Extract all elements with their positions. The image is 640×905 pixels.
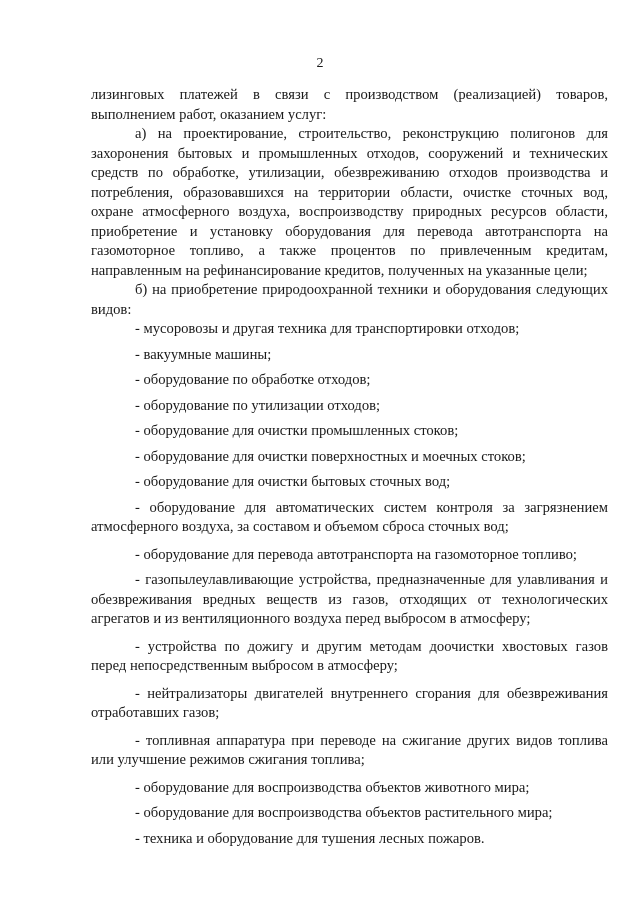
list-item: - топливная аппаратура при переводе на сжигание других видов топлива или улучшение режимов сжигания топлива; (91, 732, 608, 768)
list-item: - оборудование для воспроизводства объектов животного мира; (135, 779, 530, 796)
section-a-paragraph: а) на проектирование, строительство, реконструкцию полигонов для захоронения бытовых и промышленных отходов, сооружений и технических средств по обработке, утилизации, обезвреживанию отходов производства и потребления, образовавшихся на территории области, очистке сточных вод, охране атмосферного воздуха, воспроизводству природных ресурсов области, приобретение и установку оборудования для перевода автотранспорта на газомоторное топливо, а также процентов по привлеченным кредитам, направленным на рефинансирование кредитов, полученных на указанные цели; (91, 126, 608, 279)
list-item: - нейтрализаторы двигателей внутреннего сгорания для обезвреживания отработавших газов; (91, 685, 608, 721)
list-item: - оборудование по обработке отходов; (135, 372, 371, 388)
list-item: - оборудование по утилизации отходов; (135, 397, 381, 414)
document-body (91, 86, 608, 855)
list-item: - мусоровозы и другая техника для транспортировки отходов; (135, 321, 520, 337)
list-item: - оборудование для очистки бытовых сточных вод; (135, 474, 451, 490)
list-item: - оборудование для перевода автотранспорта на газомоторное топливо; (135, 546, 577, 563)
list-item: - техника и оборудование для тушения лесных пожаров. (135, 830, 485, 847)
intro-paragraph: лизинговых платежей в связи с производством (реализацией) товаров, выполнением работ, оказанием услуг: (91, 87, 608, 123)
section-b-paragraph: б) на приобретение природоохранной техники и оборудования следующих видов: (91, 282, 608, 318)
page-number: 2 (316, 56, 324, 71)
list-item: - оборудование для воспроизводства объектов растительного мира; (135, 805, 553, 821)
list-item: - оборудование для автоматических систем контроля за загрязнением атмосферного воздуха, за составом и объемом сброса сточных вод; (91, 499, 608, 535)
list-item: - устройства по дожигу и другим методам доочистки хвостовых газов перед непосредственным выбросом в атмосферу; (91, 638, 608, 674)
list-item: - оборудование для очистки поверхностных и моечных стоков; (135, 448, 526, 465)
list-item: - газопылеулавливающие устройства, предназначенные для улавливания и обезвреживания вредных веществ из газов, отходящих от технологических агрегатов и из вентиляционного воздуха перед выбросом в атмосферу; (91, 572, 608, 627)
list-item: - вакуумные машины; (135, 346, 272, 363)
list-item: - оборудование для очистки промышленных стоков; (135, 423, 459, 439)
